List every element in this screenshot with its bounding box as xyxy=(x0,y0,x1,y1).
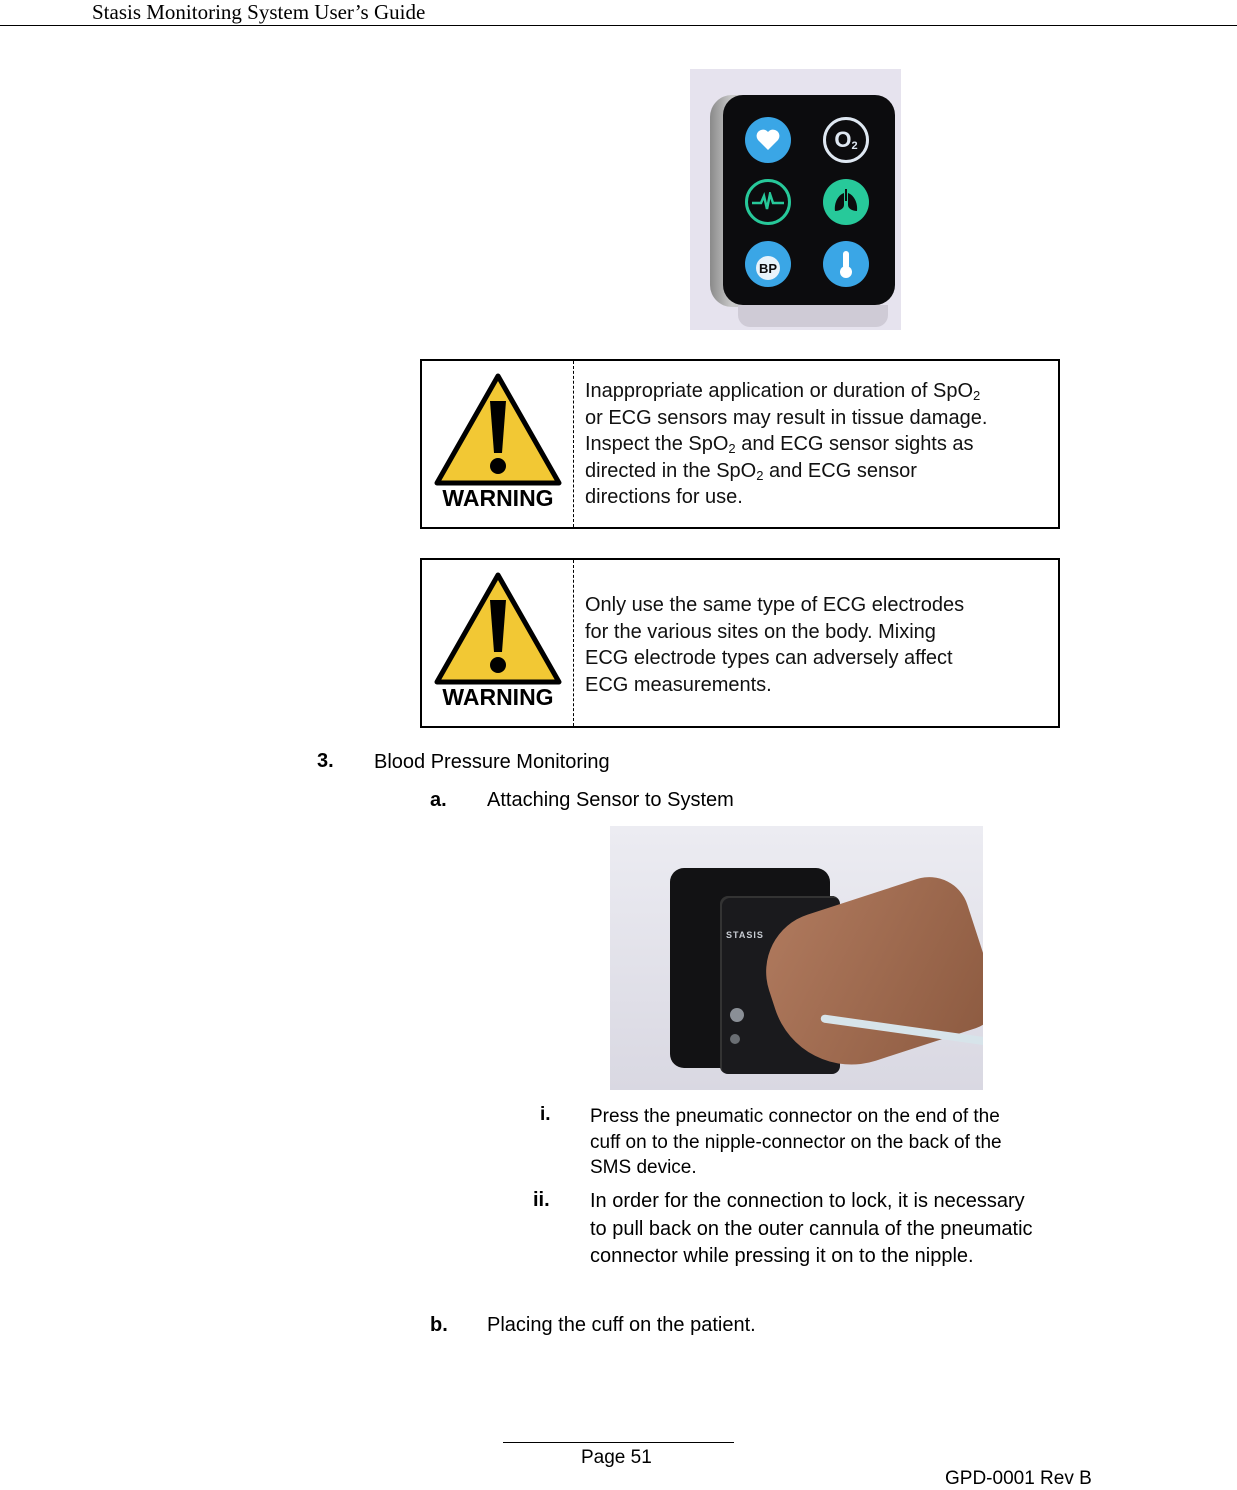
device-brand-label: STASIS xyxy=(726,930,764,940)
substep-numeral: i. xyxy=(540,1104,551,1125)
warning-text xyxy=(585,592,964,698)
warning-box-2 xyxy=(420,558,1060,728)
step-title: Attaching Sensor to System xyxy=(487,789,734,811)
warning-label: WARNING xyxy=(442,684,554,710)
warning-line: directions for use. xyxy=(585,486,743,508)
bp-label: BP xyxy=(756,256,780,280)
running-header: Stasis Monitoring System User’s Guide xyxy=(92,0,426,24)
step-letter: b. xyxy=(430,1314,448,1336)
warning-text xyxy=(585,378,987,511)
substep-text xyxy=(590,1104,1002,1181)
bp-icon xyxy=(745,241,791,287)
warning-separator xyxy=(573,560,574,726)
nipple-connector xyxy=(730,1008,744,1022)
device-face xyxy=(723,95,895,305)
substep-line: Press the pneumatic connector on the end of the xyxy=(590,1106,1000,1127)
o2-icon xyxy=(823,117,869,163)
device-front-photo xyxy=(690,69,901,330)
substep-text xyxy=(590,1188,1033,1271)
warning-line: Inspect the SpO$_2$ and ECG sensor sights as xyxy=(585,433,974,456)
device-stand xyxy=(738,305,888,327)
substep-line: connector while pressing it on to the nipple. xyxy=(590,1245,974,1267)
warning-line: for the various sites on the body. Mixing xyxy=(585,620,936,643)
warning-triangle-icon xyxy=(434,373,562,487)
warning-separator xyxy=(573,361,574,527)
warning-line: or ECG sensors may result in tissue damage. xyxy=(585,406,988,429)
substep-line: cuff on to the nipple-connector on the back of the xyxy=(590,1131,1002,1153)
step-letter: a. xyxy=(430,789,447,811)
warning-triangle-icon xyxy=(434,572,562,686)
substep-line: In order for the connection to lock, it is necessary xyxy=(590,1190,1025,1212)
footer-rule xyxy=(503,1442,734,1443)
header-rule xyxy=(0,25,1237,26)
section-number: 3. xyxy=(317,750,334,772)
heart-icon xyxy=(745,117,791,163)
substep-line: SMS device. xyxy=(590,1157,697,1178)
substep-line: to pull back on the outer cannula of the pneumatic xyxy=(590,1217,1033,1240)
substep-numeral: ii. xyxy=(533,1189,550,1211)
warning-line: directed in the SpO$_2$ and ECG sensor xyxy=(585,459,917,483)
lungs-icon xyxy=(823,179,869,225)
o2-label: O xyxy=(834,127,852,152)
step-title: Placing the cuff on the patient. xyxy=(487,1314,756,1336)
o2-subscript: 2 xyxy=(851,140,858,152)
thermometer-icon xyxy=(823,241,869,287)
warning-line: Only use the same type of ECG electrodes xyxy=(585,594,965,616)
warning-line: Inappropriate application or duration of SpO$_2$ xyxy=(585,380,981,403)
ecg-wave-icon xyxy=(745,179,791,225)
page-number: Page 51 xyxy=(581,1447,652,1468)
connector-photo xyxy=(610,826,983,1090)
warning-line: ECG electrode types can adversely affect xyxy=(585,647,953,669)
warning-line: ECG measurements. xyxy=(585,673,772,696)
port-icon xyxy=(730,1034,740,1044)
warning-box-1 xyxy=(420,359,1060,529)
section-title: Blood Pressure Monitoring xyxy=(374,751,610,773)
document-id: GPD-0001 Rev B xyxy=(945,1468,1092,1489)
warning-label: WARNING xyxy=(442,485,554,511)
